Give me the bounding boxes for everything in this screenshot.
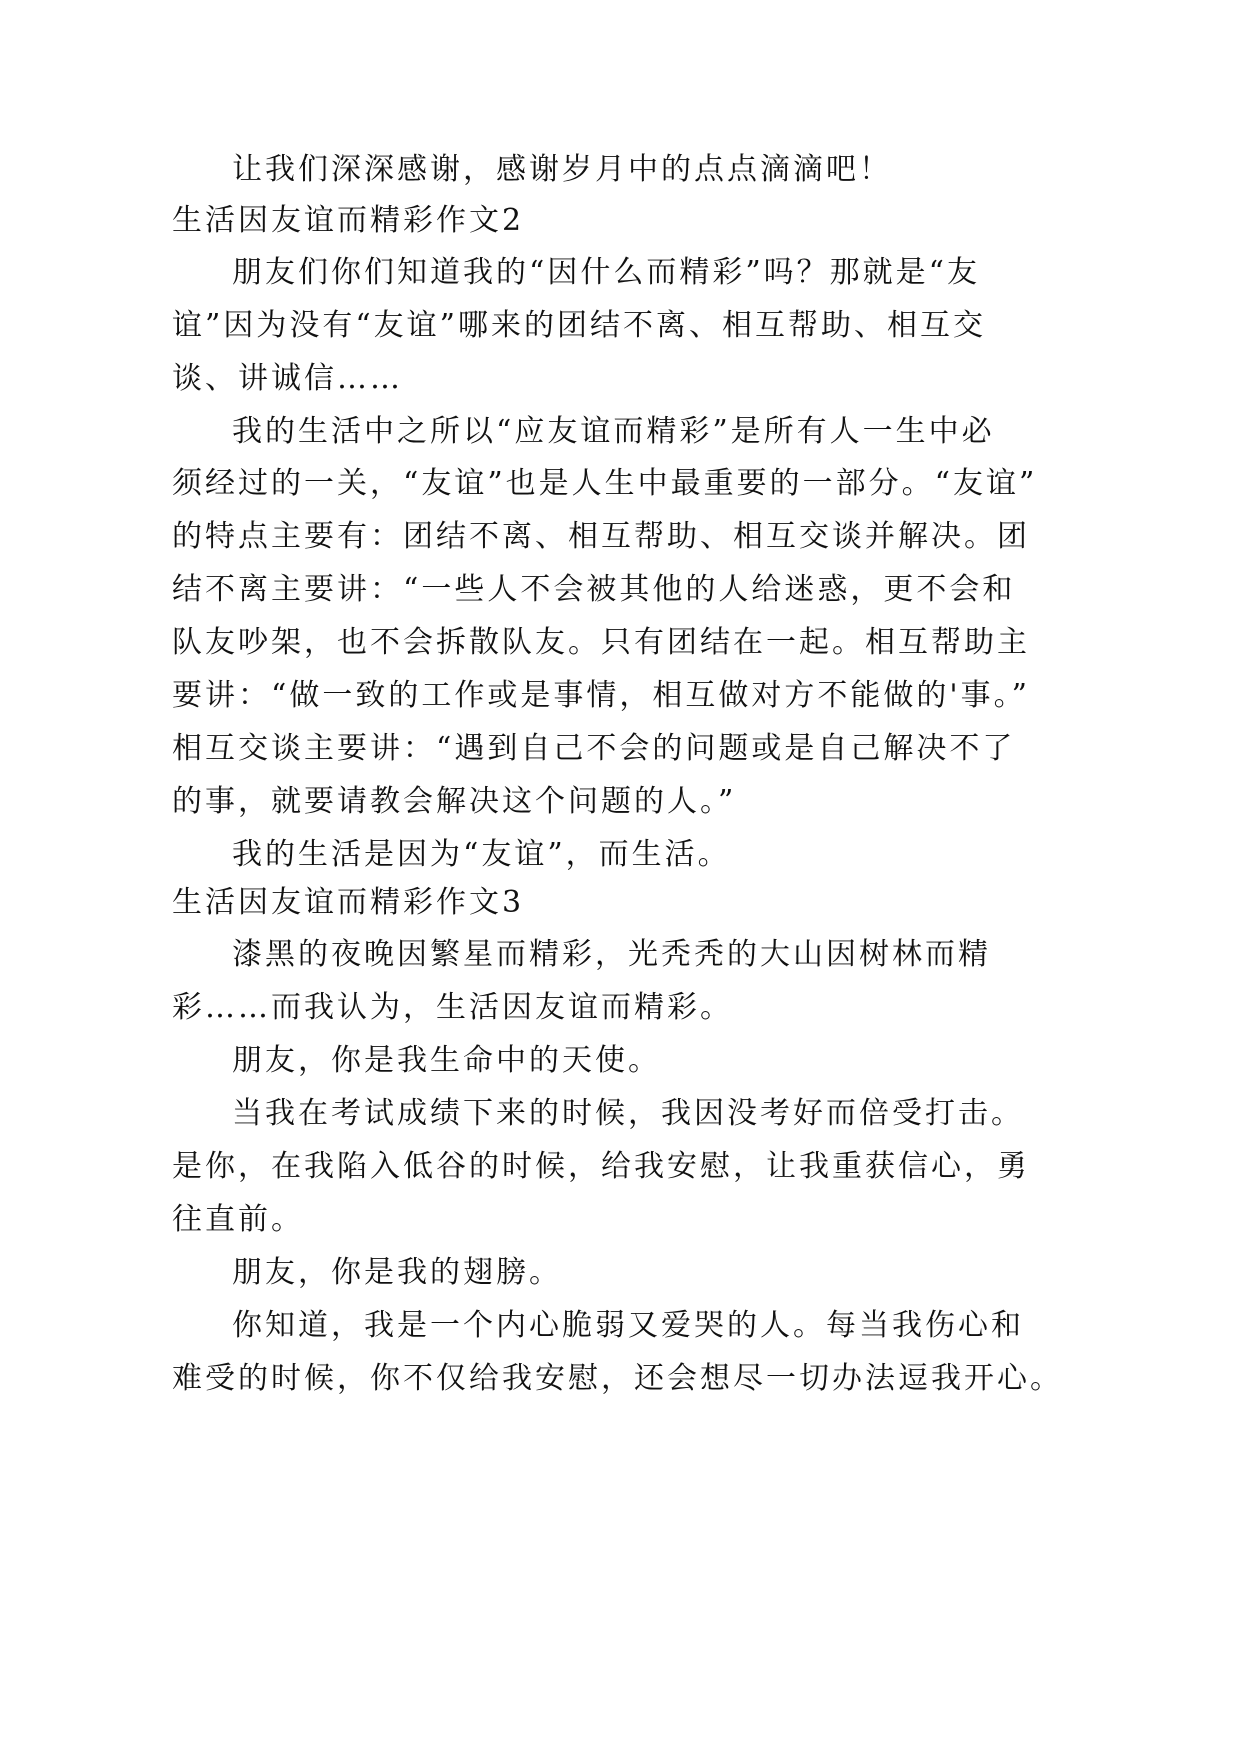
paragraph-line: 当我在考试成绩下来的时候，我因没考好而倍受打击。 [232,1096,1024,1131]
paragraph-line: 的事，就要请教会解决这个问题的人。” [172,784,737,819]
paragraph-line: 谈、讲诚信…… [172,361,403,396]
paragraph-line: 谊”因为没有“友谊”哪来的团结不离、相互帮助、相互交 [172,308,987,343]
paragraph-line: 我的生活中之所以“应友谊而精彩”是所有人一生中必 [232,414,995,449]
paragraph-line: 我的生活是因为“友谊”，而生活。 [232,837,731,872]
section-heading: 生活因友谊而精彩作文2 [172,203,525,238]
paragraph-line: 队友吵架，也不会拆散队友。只有团结在一起。相互帮助主 [172,625,1030,660]
paragraph-line: 往直前。 [172,1202,304,1237]
paragraph-line: 相互交谈主要讲：“遇到自己不会的问题或是自己解决不了 [172,731,1016,766]
paragraph-line: 须经过的一关，“友谊”也是人生中最重要的一部分。“友谊” [172,466,1038,501]
paragraph-line: 要讲：“做一致的工作或是事情，相互做对方不能做的'事。” [172,678,1030,713]
paragraph-line: 的特点主要有：团结不离、相互帮助、相互交谈并解决。团 [172,519,1030,554]
paragraph-line: 是你，在我陷入低谷的时候，给我安慰，让我重获信心，勇 [172,1149,1030,1184]
paragraph-line: 朋友们你们知道我的“因什么而精彩”吗？那就是“友 [232,255,981,290]
paragraph-line: 难受的时候，你不仅给我安慰，还会想尽一切办法逗我开心。 [172,1361,1063,1396]
section-heading: 生活因友谊而精彩作文3 [172,885,525,920]
paragraph-line: 漆黑的夜晚因繁星而精彩，光秃秃的大山因树林而精 [232,937,991,972]
paragraph-line: 彩……而我认为，生活因友谊而精彩。 [172,990,733,1025]
paragraph-line: 朋友，你是我生命中的天使。 [232,1043,661,1078]
paragraph-line: 让我们深深感谢，感谢岁月中的点点滴滴吧！ [232,152,892,187]
paragraph-line: 结不离主要讲：“一些人不会被其他的人给迷惑，更不会和 [172,572,1016,607]
paragraph-line: 你知道，我是一个内心脆弱又爱哭的人。每当我伤心和 [232,1308,1024,1343]
paragraph-line: 朋友，你是我的翅膀。 [232,1255,562,1290]
